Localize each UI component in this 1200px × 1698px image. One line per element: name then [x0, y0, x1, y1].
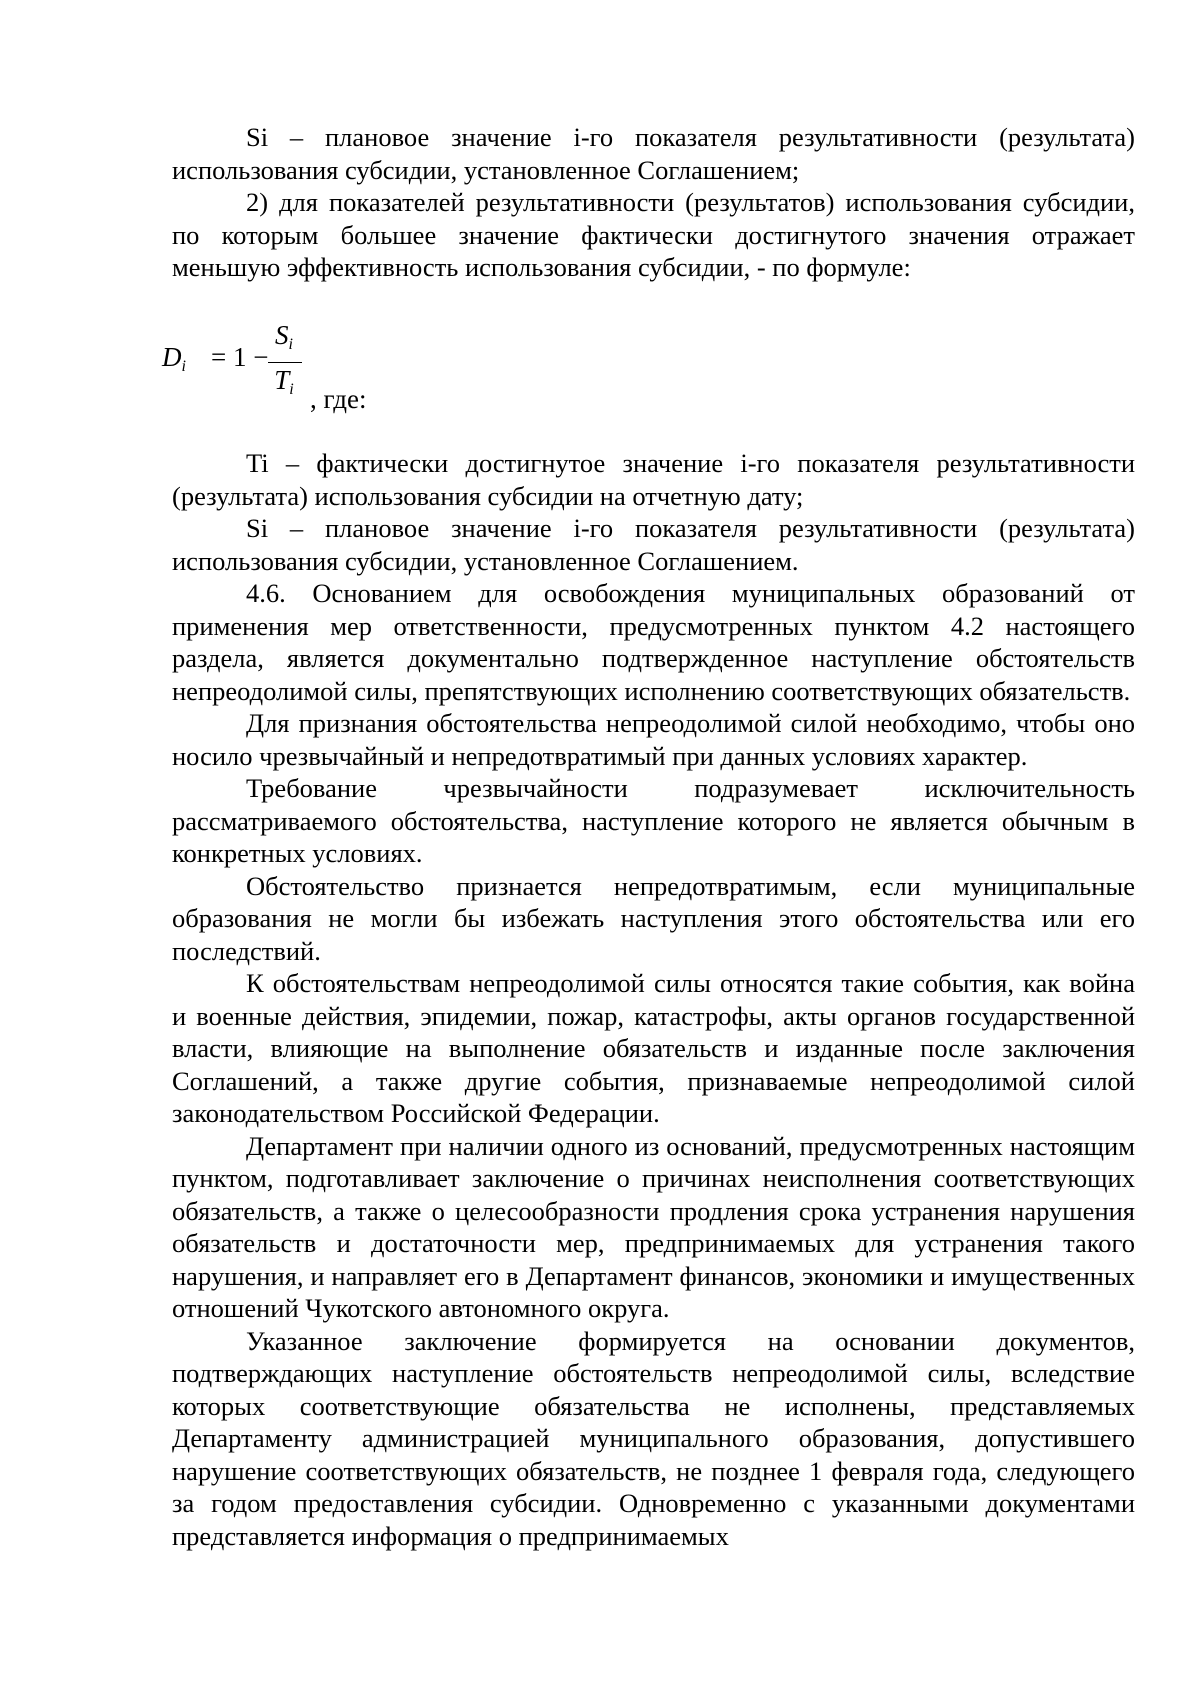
formula-lhs-var: D	[162, 342, 182, 372]
formula-numerator-var: S	[275, 320, 289, 350]
paragraph: Требование чрезвычайности подразумевает исключительность рассматриваемого обстоятельства, наступление которого не является обычным в конкретных условиях.	[172, 773, 1135, 868]
paragraph: Si – плановое значение i-го показателя результативности (результата) использования субсидии, установленное Соглашением.	[172, 513, 1135, 576]
paragraph: Департамент при наличии одного из оснований, предусмотренных настоящим пунктом, подготавливает заключение о причинах неисполнения соответствующих обязательств, а также о целесообразности продления срока устранения нарушения обязательств и достаточности мер, предпринимаемых для устранения такого нарушения, и направляет его в Департамент финансов, экономики и имущественных отношений Чукотского автономного округа.	[172, 1130, 1135, 1323]
paragraph: 2) для показателей результативности (результатов) использования субсидии, по которым большее значение фактически достигнутого значения отражает меньшую эффективность использования субсидии, - по формуле:	[172, 187, 1135, 282]
formula-denominator-sub: i	[289, 381, 294, 398]
paragraph: 4.6. Основанием для освобождения муниципальных образований от применения мер ответственности, предусмотренных пунктом 4.2 настоящего раздела, является документально подтвержденное наступление обстоятельств непреодолимой силы, препятствующих исполнению соответствующих обязательств.	[172, 578, 1135, 706]
text-block-top	[172, 121, 1135, 284]
paragraph: Обстоятельство признается непредотвратимым, если муниципальные образования не могли бы избежать наступления этого обстоятельства или его последствий.	[172, 870, 1135, 966]
paragraph: Для признания обстоятельства непреодолимой силой необходимо, чтобы оно носило чрезвычайный и непредотвратимый при данных условиях характер.	[172, 708, 1135, 771]
formula-denominator-var: T	[274, 365, 290, 395]
formula-rhs: = 1 −	[211, 342, 269, 372]
formula-numerator-sub: i	[288, 336, 293, 353]
paragraph: К обстоятельствам непреодолимой силы относятся такие события, как война и военные действия, эпидемии, пожар, катастрофы, акты органов государственной власти, влияющие на выполнение обязательств и изданные после заключения Соглашений, а также другие события, признаваемые непреодолимой силой законодательством Российской Федерации.	[172, 968, 1135, 1128]
paragraph: Ti – фактически достигнутое значение i-го показателя результативности (результата) использования субсидии на отчетную дату;	[172, 448, 1135, 511]
formula-lhs	[162, 342, 186, 376]
fraction-bar	[268, 362, 302, 363]
paragraph: Указанное заключение формируется на основании документов, подтверждающих наступление обстоятельств непреодолимой силы, вследствие которых соответствующие обязательства не исполнены, представляемых Департаменту администрацией муниципального образования, допустившего нарушение соответствующих обязательств, не позднее 1 февраля года, следующего за годом предоставления субсидии. Одновременно с указанными документами представляется информация о предпринимаемых	[172, 1325, 1135, 1551]
formula-numerator	[264, 320, 304, 360]
formula-where: , где:	[310, 384, 367, 414]
formula-lhs-sub: i	[181, 358, 186, 375]
formula-denominator	[264, 365, 304, 405]
formula-fraction	[264, 320, 304, 405]
text-block-bottom	[172, 447, 1135, 1552]
formula	[160, 320, 420, 420]
paragraph: Si – плановое значение i-го показателя результативности (результата) использования субсидии, установленное Соглашением;	[172, 122, 1135, 185]
